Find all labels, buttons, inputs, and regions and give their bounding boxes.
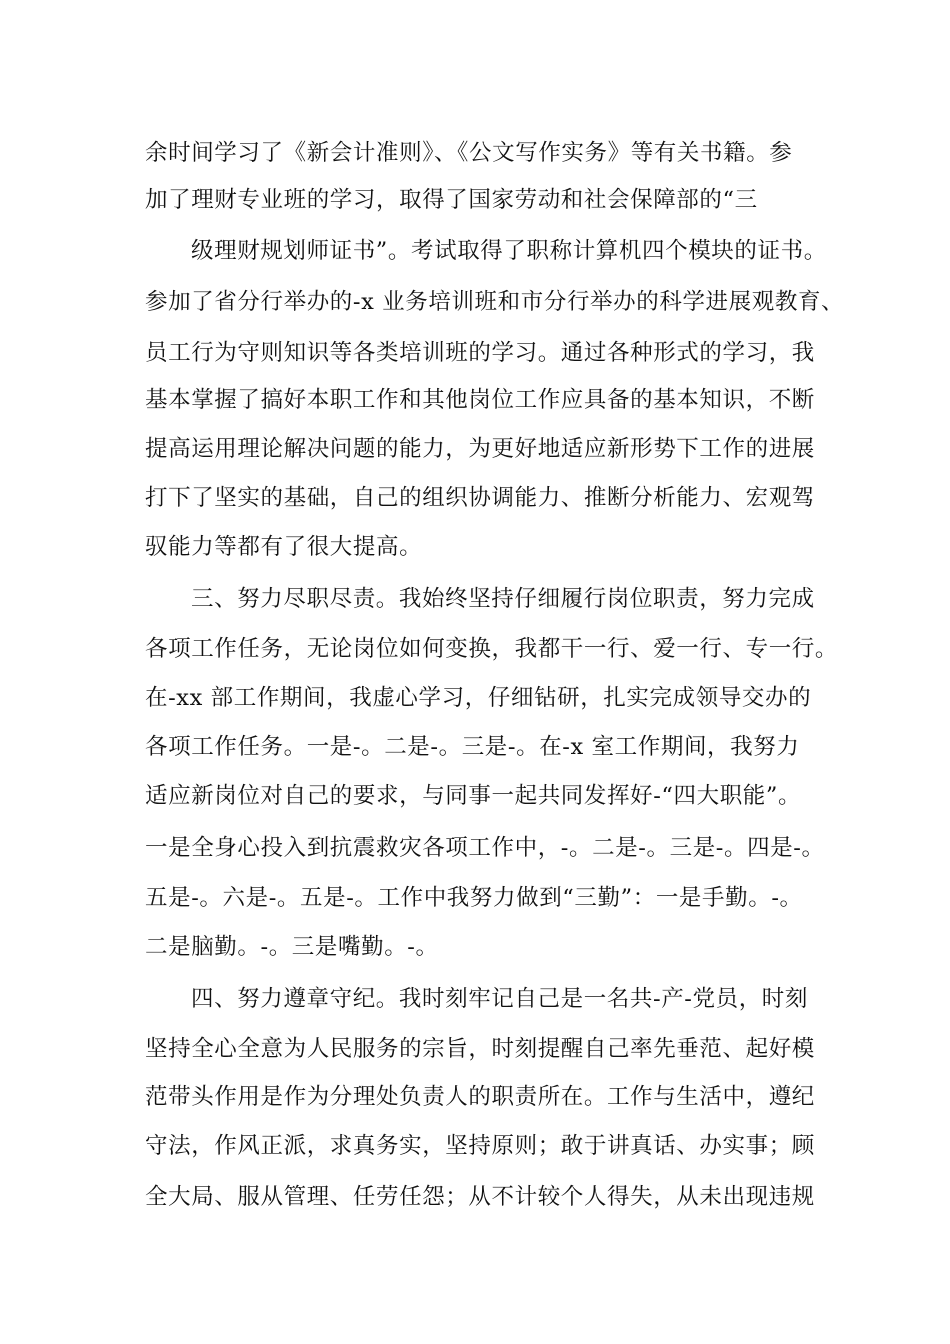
- text-line: 适应新岗位对自己的要求，与同事一起共同发挥好-“四大职能”。: [145, 783, 802, 809]
- text-line: 二是脑勤。-。三是嘴勤。-。: [145, 934, 439, 960]
- text-line: 各项工作任务，无论岗位如何变换，我都干一行、爱一行、专一行。: [145, 636, 839, 662]
- text-line: 员工行为守则知识等各类培训班的学习。通过各种形式的学习，我: [145, 340, 815, 366]
- text-line: 坚持全心全意为人民服务的宗旨，时刻提醒自己率先垂范、起好模: [145, 1036, 815, 1062]
- text-line: 在-xx 部工作期间，我虚心学习，仔细钻研，扎实完成领导交办的: [145, 685, 812, 711]
- text-line: 加了理财专业班的学习，取得了国家劳动和社会保障部的“三: [145, 187, 758, 213]
- text-line: 各项工作任务。一是-。二是-。三是-。在-x 室工作期间，我努力: [145, 734, 800, 760]
- text-line: 范带头作用是作为分理处负责人的职责所在。工作与生活中，遵纪: [145, 1084, 815, 1110]
- text-line: 基本掌握了搞好本职工作和其他岗位工作应具备的基本知识，不断: [145, 387, 815, 413]
- text-line: 打下了坚实的基础，自己的组织协调能力、推断分析能力、宏观驾: [145, 485, 815, 511]
- text-line: 守法，作风正派，求真务实，坚持原则；敢于讲真话、办实事；顾: [145, 1133, 815, 1159]
- text-line: 一是全身心投入到抗震救灾各项工作中，-。二是-。三是-。四是-。: [145, 835, 825, 861]
- paragraph-start: 四、努力遵章守纪。我时刻牢记自己是一名共-产-党员，时刻: [191, 986, 809, 1012]
- text-line: 参加了省分行举办的-x 业务培训班和市分行举办的科学进展观教育、: [145, 289, 845, 315]
- text-line: 全大局、服从管理、任劳任怨；从不计较个人得失，从未出现违规: [145, 1184, 815, 1210]
- text-line: 余时间学习了《新会计准则》、《公文写作实务》等有关书籍。参: [145, 140, 793, 166]
- paragraph-start: 三、努力尽职尽责。我始终坚持仔细履行岗位职责，努力完成: [191, 586, 815, 612]
- text-line: 提高运用理论解决问题的能力，为更好地适应新形势下工作的进展: [145, 436, 815, 462]
- text-line: 级理财规划师证书”。考试取得了职称计算机四个模块的证书。: [191, 238, 827, 264]
- text-line: 五是-。六是-。五是-。工作中我努力做到“三勤”：一是手勤。-。: [145, 885, 803, 911]
- text-line: 驭能力等都有了很大提高。: [145, 534, 423, 560]
